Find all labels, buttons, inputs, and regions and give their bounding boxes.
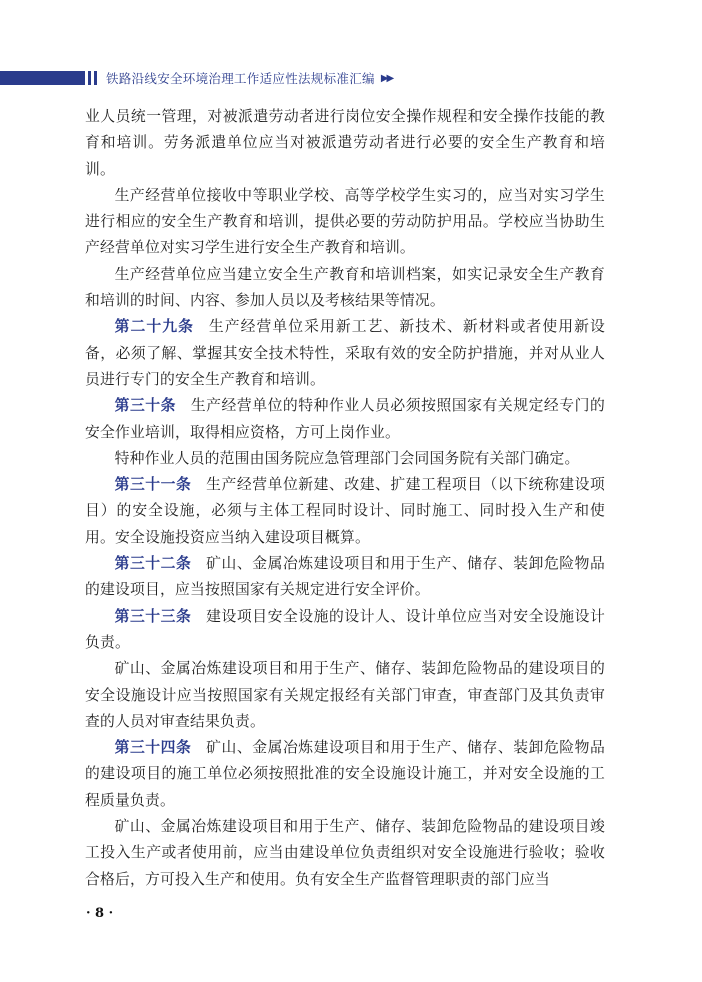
header-stripes [88, 71, 100, 85]
paragraph-text: 矿山、金属冶炼建设项目和用于生产、储存、装卸危险物品的建设项目的安全设施设计应当按照国家有关规定报经有关部门审查，审查部门及其负责审查的人员对审查结果负责。 [85, 660, 605, 730]
article-number: 第三十条 [114, 397, 177, 415]
running-header [0, 68, 440, 88]
header-color-bar [0, 71, 85, 85]
body-text [85, 104, 605, 893]
article-number: 第三十四条 [114, 739, 192, 757]
double-arrow-icon: ▶▶ [380, 72, 393, 84]
paragraph-text: 业人员统一管理，对被派遣劳动者进行岗位安全操作规程和安全操作技能的教育和培训。劳务派遣单位应当对被派遣劳动者进行必要的安全生产教育和培训。 [85, 108, 605, 178]
article-number: 第三十三条 [114, 607, 192, 625]
paragraph [85, 104, 605, 183]
paragraph-text: 矿山、金属冶炼建设项目和用于生产、储存、装卸危险物品的建设项目，应当按照国家有关规定进行安全评价。 [85, 555, 605, 599]
article-paragraph [85, 604, 605, 657]
article-paragraph [85, 735, 605, 814]
paragraph [85, 814, 605, 893]
paragraph-text: 生产经营单位的特种作业人员必须按照国家有关规定经专门的安全作业培训，取得相应资格，方可上岗作业。 [85, 397, 605, 441]
page-number: · 8 · [86, 906, 114, 921]
paragraph-text: 矿山、金属冶炼建设项目和用于生产、储存、装卸危险物品的建设项目竣工投入生产或者使用前，应当由建设单位负责组织对安全设施进行验收；验收合格后，方可投入生产和使用。负有安全生产监督管理职责的部门应当 [85, 818, 605, 888]
article-number: 第二十九条 [114, 318, 195, 336]
article-paragraph [85, 551, 605, 604]
paragraph-text: 特种作业人员的范围由国务院应急管理部门会同国务院有关部门确定。 [114, 449, 580, 467]
paragraph [85, 656, 605, 735]
paragraph-text: 生产经营单位接收中等职业学校、高等学校学生实习的，应当对实习学生进行相应的安全生产教育和培训，提供必要的劳动防护用品。学校应当协助生产经营单位对实习学生进行安全生产教育和培训。 [85, 186, 605, 257]
article-paragraph [85, 314, 605, 393]
paragraph [85, 183, 605, 262]
paragraph-text: 生产经营单位应当建立安全生产教育和培训档案，如实记录安全生产教育和培训的时间、内容、参加人员以及考核结果等情况。 [85, 265, 605, 310]
header-title: 铁路沿线安全环境治理工作适应性法规标准汇编 [106, 71, 375, 86]
article-number: 第三十二条 [114, 555, 192, 573]
article-number: 第三十一条 [114, 476, 192, 494]
paragraph [85, 262, 605, 315]
paragraph-text: 矿山、金属冶炼建设项目和用于生产、储存、装卸危险物品的建设项目的施工单位必须按照批准的安全设施设计施工，并对安全设施的工程质量负责。 [85, 739, 605, 809]
paragraph-text: 生产经营单位采用新工艺、新技术、新材料或者使用新设备，必须了解、掌握其安全技术特性，采取有效的安全防护措施，并对从业人员进行专门的安全生产教育和培训。 [85, 318, 605, 388]
paragraph-text: 建设项目安全设施的设计人、设计单位应当对安全设施设计负责。 [85, 607, 605, 651]
article-paragraph [85, 472, 605, 551]
article-paragraph [85, 393, 605, 446]
paragraph-text: 生产经营单位新建、改建、扩建工程项目（以下统称建设项目）的安全设施，必须与主体工程同时设计、同时施工、同时投入生产和使用。安全设施投资应当纳入建设项目概算。 [85, 476, 605, 546]
paragraph [85, 446, 605, 472]
